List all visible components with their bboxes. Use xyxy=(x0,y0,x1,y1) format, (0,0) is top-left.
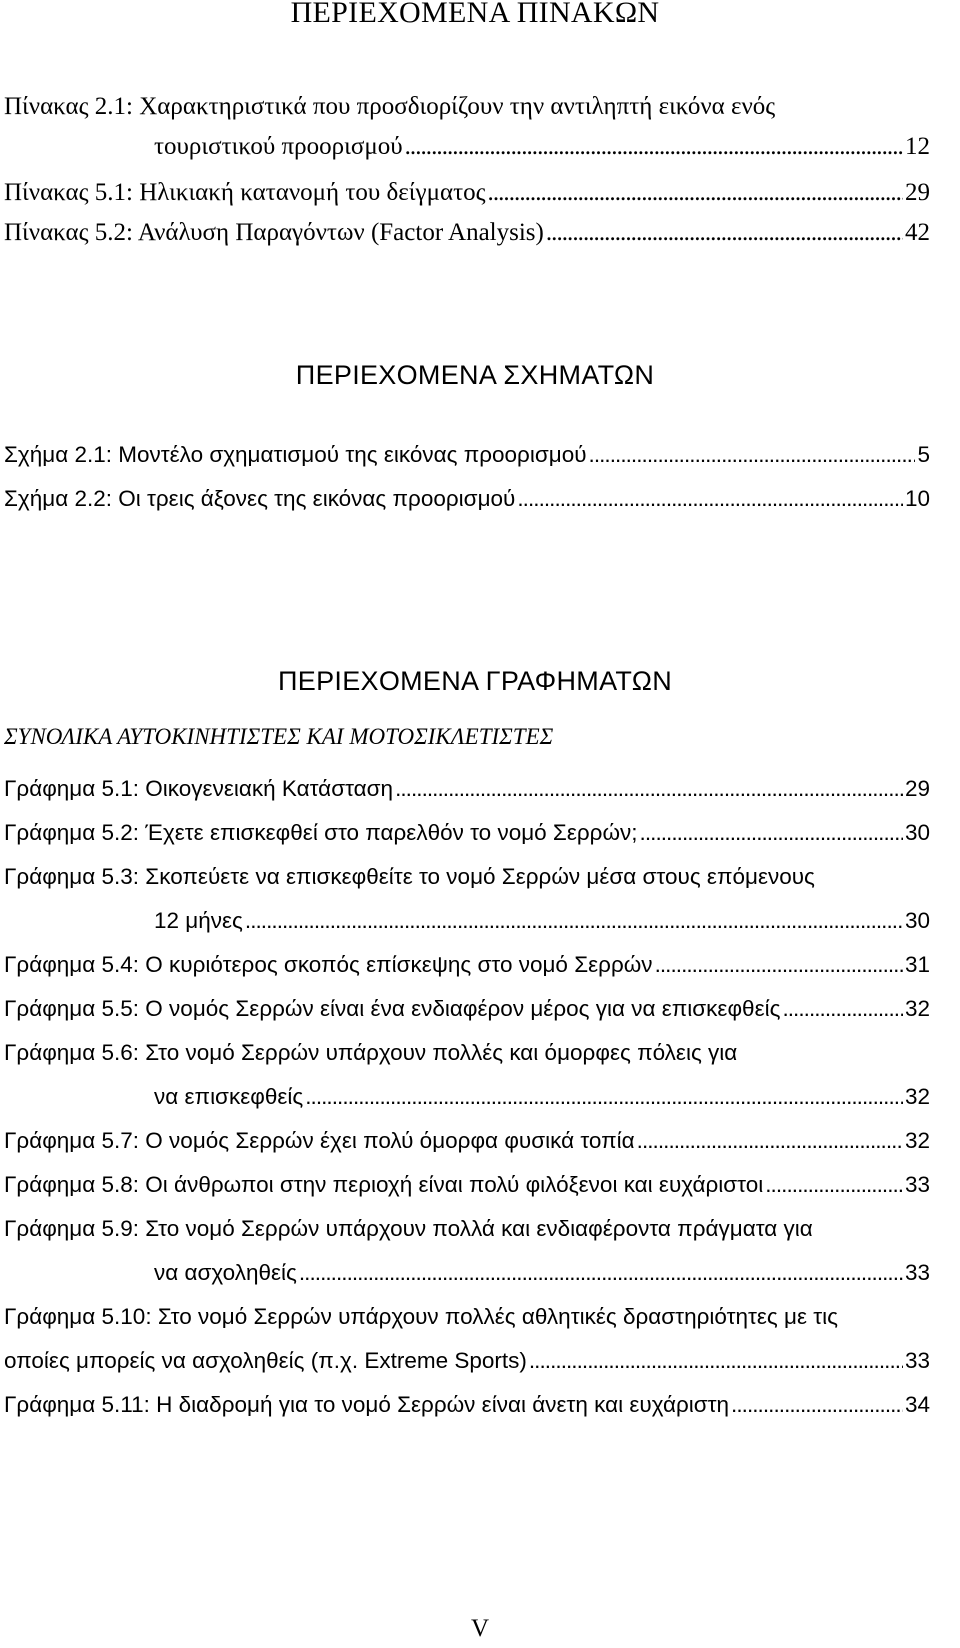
entry-page: 33 xyxy=(904,1348,930,1373)
dot-leader xyxy=(405,132,903,162)
toc-entry[interactable] xyxy=(4,92,930,162)
entry-continuation: να επισκεφθείς xyxy=(154,1084,304,1109)
entry-page: 32 xyxy=(904,996,930,1021)
toc-entry[interactable] xyxy=(4,1302,930,1376)
dot-leader xyxy=(782,994,903,1024)
entry-label: Γράφημα 5.4: Ο κυριότερος σκοπός επίσκεψης στο νομό Σερρών xyxy=(4,952,653,977)
toc-entry[interactable] xyxy=(4,1214,930,1288)
dot-leader xyxy=(655,950,903,980)
toc-entry[interactable] xyxy=(4,218,930,248)
toc-entry[interactable] xyxy=(4,774,930,804)
toc-entry[interactable] xyxy=(4,994,930,1024)
entry-label: Γράφημα 5.5: Ο νομός Σερρών είναι ένα ενδιαφέρον μέρος για να επισκεφθείς xyxy=(4,996,781,1021)
entry-page: 31 xyxy=(904,952,930,977)
entry-label: Γράφημα 5.3: Σκοπεύετε να επισκεφθείτε το νομό Σερρών μέσα στους επόμενους xyxy=(4,864,815,889)
entry-label: Γράφημα 5.2: Έχετε επισκεφθεί στο παρελθόν το νομό Σερρών; xyxy=(4,820,638,845)
dot-leader xyxy=(517,484,903,514)
entry-page: 33 xyxy=(904,1260,930,1285)
entry-continuation: να ασχοληθείς xyxy=(154,1260,297,1285)
entry-label: Γράφημα 5.6: Στο νομό Σερρών υπάρχουν πολλές και όμορφες πόλεις για xyxy=(4,1040,738,1065)
dot-leader xyxy=(299,1258,903,1288)
graphs-subheading: ΣΥΝΟΛΙΚΑ ΑΥΤΟΚΙΝΗΤΙΣΤΕΣ ΚΑΙ ΜΟΤΟΣΙΚΛΕΤΙΣΤΕΣ xyxy=(4,724,554,749)
entry-label: Γράφημα 5.8: Οι άνθρωποι στην περιοχή είναι πολύ φιλόξενοι και ευχάριστοι xyxy=(4,1172,764,1197)
dot-leader xyxy=(245,906,903,936)
dot-leader xyxy=(731,1390,903,1420)
graphs-heading: ΠΕΡΙΕΧΟΜΕΝΑ ΓΡΑΦΗΜΑΤΩΝ xyxy=(278,666,672,696)
toc-entry[interactable] xyxy=(4,818,930,848)
dot-leader xyxy=(546,218,903,248)
entry-label: Πίνακας 5.2: Ανάλυση Παραγόντων (Factor Analysis) xyxy=(4,219,544,246)
toc-entry[interactable] xyxy=(4,862,930,936)
entry-continuation: οποίες μπορείς να ασχοληθείς (π.χ. Extreme Sports) xyxy=(4,1348,527,1373)
entry-page: 5 xyxy=(917,442,930,467)
toc-entry[interactable] xyxy=(4,950,930,980)
entry-page: 30 xyxy=(904,820,930,845)
entry-page: 12 xyxy=(905,133,930,160)
toc-entry[interactable] xyxy=(4,484,930,514)
entry-label: Σχήμα 2.1: Μοντέλο σχηματισμού της εικόνας προορισμού xyxy=(4,442,587,467)
entry-label: Γράφημα 5.9: Στο νομό Σερρών υπάρχουν πολλά και ενδιαφέροντα πράγματα για xyxy=(4,1216,813,1241)
entry-page: 42 xyxy=(905,219,930,246)
dot-leader xyxy=(765,1170,903,1200)
entry-label: Γράφημα 5.11: Η διαδρομή για το νομό Σερρών είναι άνετη και ευχάριστη xyxy=(4,1392,730,1417)
entry-page: 29 xyxy=(904,776,930,801)
dot-leader xyxy=(589,440,916,470)
entry-label: Γράφημα 5.7: Ο νομός Σερρών έχει πολύ όμορφα φυσικά τοπία xyxy=(4,1128,635,1153)
toc-entry[interactable] xyxy=(4,440,930,470)
entry-page: 32 xyxy=(904,1084,930,1109)
entry-page: 34 xyxy=(904,1392,930,1417)
entry-page: 33 xyxy=(904,1172,930,1197)
dot-leader xyxy=(488,178,903,208)
entry-label: Πίνακας 2.1: Χαρακτηριστικά που προσδιορίζουν την αντιληπτή εικόνα ενός xyxy=(4,93,776,120)
dot-leader xyxy=(305,1082,903,1112)
toc-entry[interactable] xyxy=(4,1170,930,1200)
toc-entry[interactable] xyxy=(4,1126,930,1156)
entry-continuation: 12 μήνες xyxy=(154,908,243,933)
toc-entry[interactable] xyxy=(4,178,930,208)
entry-page: 30 xyxy=(904,908,930,933)
dot-leader xyxy=(395,774,903,804)
dot-leader xyxy=(529,1346,903,1376)
entry-label: Σχήμα 2.2: Οι τρεις άξονες της εικόνας προορισμού xyxy=(4,486,516,511)
entry-page: 29 xyxy=(905,179,930,206)
entry-label: Γράφημα 5.10: Στο νομό Σερρών υπάρχουν πολλές αθλητικές δραστηριότητες με τις xyxy=(4,1304,838,1329)
entry-label: Γράφημα 5.1: Οικογενειακή Κατάσταση xyxy=(4,776,394,801)
entry-label: Πίνακας 5.1: Ηλικιακή κατανομή του δείγματος xyxy=(4,179,486,206)
entry-page: 32 xyxy=(904,1128,930,1153)
toc-entry[interactable] xyxy=(4,1038,930,1112)
tables-heading: ΠΕΡΙΕΧΟΜΕΝΑ ΠΙΝΑΚΩΝ xyxy=(290,0,660,29)
dot-leader xyxy=(637,1126,903,1156)
figures-heading: ΠΕΡΙΕΧΟΜΕΝΑ ΣΧΗΜΑΤΩΝ xyxy=(295,360,655,390)
dot-leader xyxy=(640,818,903,848)
entry-continuation: τουριστικού προορισμού xyxy=(154,133,403,160)
entry-page: 10 xyxy=(904,486,930,511)
page-number: V xyxy=(470,1615,490,1642)
toc-entry[interactable] xyxy=(4,1390,930,1420)
